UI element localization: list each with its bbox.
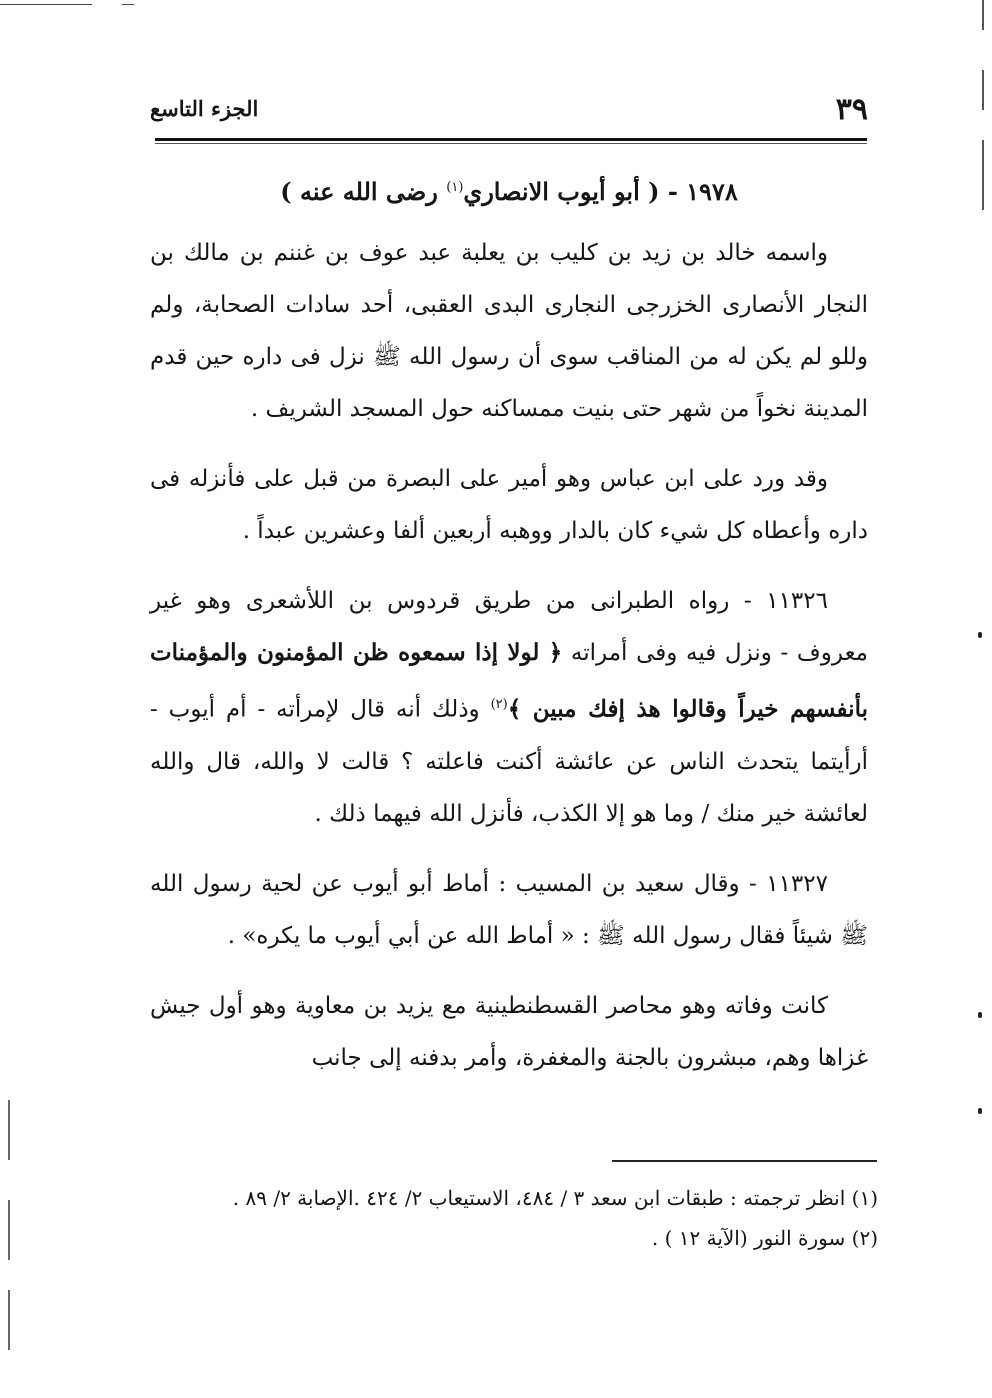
scan-edge-mark <box>8 1290 10 1350</box>
scan-edge-mark <box>982 0 984 30</box>
scan-dot <box>978 632 982 638</box>
footnote-ref: (٢) <box>490 697 508 712</box>
quran-verse: ﴿ لولا إذا سمعوه ظن المؤمنون والمؤمنات بأنفسهم خيراً وقالوا هذ إفك مبين ﴾ <box>150 639 868 723</box>
scan-edge-mark <box>122 4 134 5</box>
scan-edge-mark <box>8 1100 10 1160</box>
entry-name: أبو أيوب الانصاري <box>463 177 640 206</box>
paragraph: وقد ورد على ابن عباس وهو أمير على البصرة من قبل على فأنزله فى داره وأعطاه كل شيء كان بالدار ووهبه أربعين ألفا وعشرين عبداً . <box>150 466 868 544</box>
scan-dot <box>978 1108 982 1114</box>
page-header <box>150 90 868 130</box>
header-rule <box>155 138 867 141</box>
footnotes <box>160 1178 878 1258</box>
hadith-text: وذلك أنه قال لإمرأته - أم أيوب - أرأيتما يتحدث الناس عن عائشة أكنت فاعلته ؟ قالت لا والله، قال والله لعائشة خير منك / وما هو إلا الكذب، فأنزل الله فيهما ذلك . <box>150 696 868 827</box>
scan-edge-mark <box>8 1200 10 1260</box>
hadith-text: ١١٣٢٦ - رواه الطبرانى من طريق قردوس بن اللأشعرى وهو غير معروف - ونزل فيه وفى أمراته <box>150 588 868 666</box>
scan-dot <box>978 1012 982 1018</box>
footnote-1: (١) انظر ترجمته : طبقات ابن سعد ٣ / ٤٨٤، الاستيعاب ٢/ ٤٢٤ .الإصابة ٢/ ٨٩ . <box>232 1186 878 1210</box>
paragraph-hadith <box>150 575 868 840</box>
entry-title <box>150 165 868 215</box>
main-text <box>150 165 868 1102</box>
scan-edge-mark <box>982 70 984 110</box>
scan-edge-mark <box>0 4 92 5</box>
entry-suffix: رضى الله عنه ) <box>280 177 438 206</box>
paragraph: كانت وفاته وهو محاصر القسطنطينية مع يزيد بن معاوية وهو أول جيش غزاها وهم، مبشرون بالجنة والمغفرة، وأمر بدفنه إلى جانب <box>150 992 868 1071</box>
paragraph-hadith: ١١٣٢٧ - وقال سعيد بن المسيب : أماط أبو أيوب عن لحية رسول الله ﷺ شيئاً فقال رسول الله ﷺ : « أماط الله عن أبي أيوب ما يكره» . <box>150 870 868 949</box>
running-title: الجزء التاسع <box>150 96 259 121</box>
entry-number: ١٩٧٨ - ( <box>648 177 738 206</box>
footnote-separator <box>612 1160 877 1162</box>
page-number: ٣٩ <box>835 92 868 127</box>
footnote-ref: (١) <box>446 180 464 195</box>
paragraph: واسمه خالد بن زيد بن كليب بن يعلبة عبد عوف بن غننم بن مالك بن النجار الأنصارى الخزرجى النجارى البدى العقبى، أحد سادات الصحابة، ولم وللو لم يكن له من المناقب سوى أن رسول الله ﷺ نزل فى داره حين قدم المدينة نخواً من شهر حتى بنيت ممساكنه حول المسجد الشريف . <box>150 240 868 422</box>
scan-edge-mark <box>982 140 984 210</box>
footnote-2: (٢) سورة النور (الآية ١٢ ) . <box>651 1226 878 1250</box>
header-rule-thin <box>155 143 867 144</box>
